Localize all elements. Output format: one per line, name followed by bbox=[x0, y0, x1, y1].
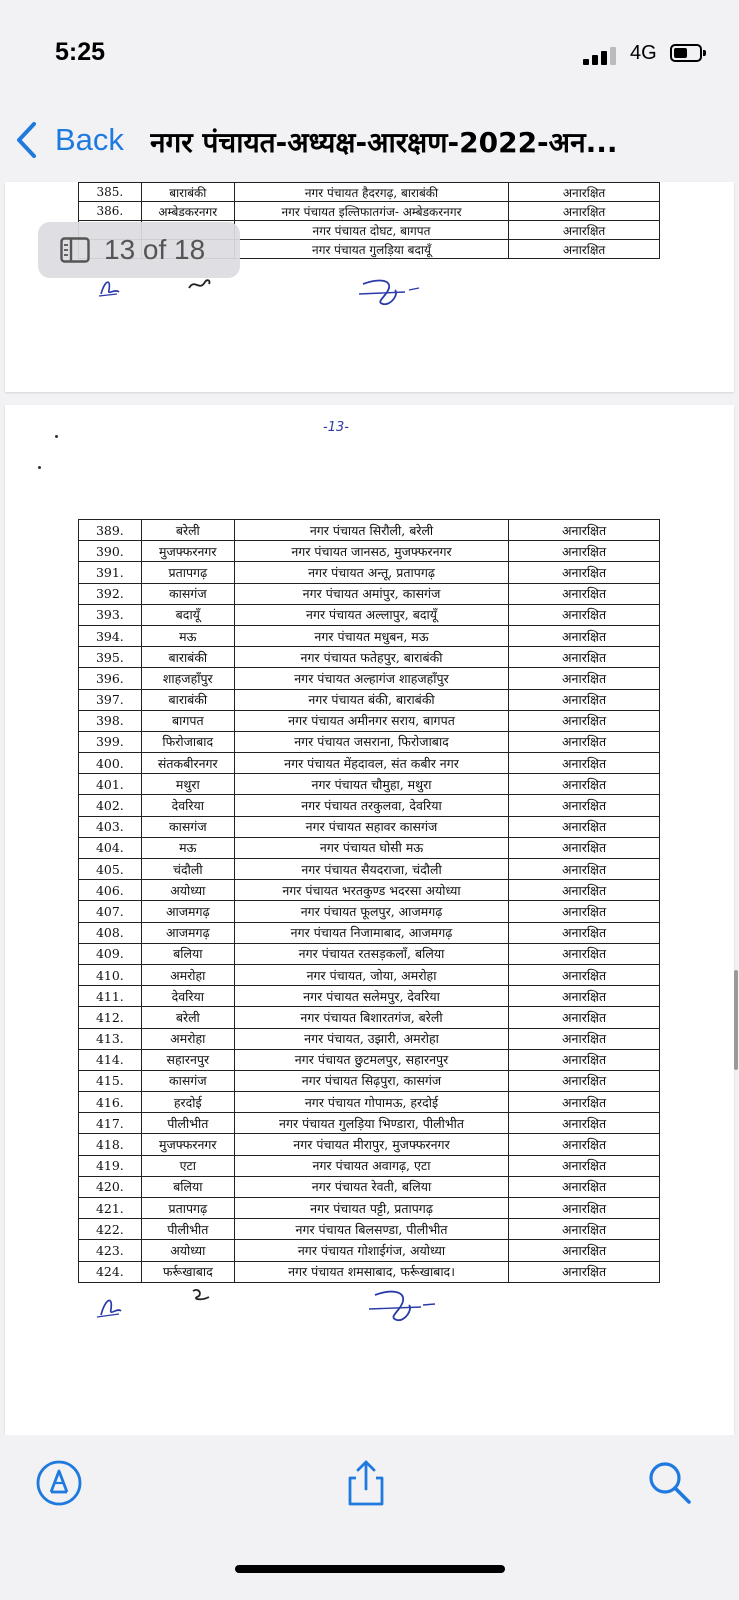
home-indicator[interactable] bbox=[235, 1565, 505, 1573]
row-district: कासगंज bbox=[141, 816, 234, 837]
row-nagar-panchayat: नगर पंचायत पट्टी, प्रतापगढ़ bbox=[234, 1198, 508, 1219]
row-number: 393. bbox=[79, 604, 142, 625]
row-number: 402. bbox=[79, 795, 142, 816]
row-nagar-panchayat: नगर पंचायत सैयदराजा, चंदौली bbox=[234, 859, 508, 880]
row-number: 400. bbox=[79, 753, 142, 774]
row-district: बलिया bbox=[141, 943, 234, 964]
row-number: 422. bbox=[79, 1219, 142, 1240]
row-status: अनारक्षित bbox=[509, 1261, 660, 1282]
table-row bbox=[79, 1134, 660, 1155]
row-number: 405. bbox=[79, 859, 142, 880]
status-bar bbox=[0, 0, 739, 100]
row-district: मथुरा bbox=[141, 774, 234, 795]
table-row bbox=[79, 1198, 660, 1219]
row-number: 418. bbox=[79, 1134, 142, 1155]
share-button[interactable] bbox=[340, 1457, 392, 1509]
row-status: अनारक्षित bbox=[509, 964, 660, 985]
table-row bbox=[79, 859, 660, 880]
table-row bbox=[79, 1176, 660, 1197]
table-row bbox=[79, 1261, 660, 1282]
table-row bbox=[79, 943, 660, 964]
table-row bbox=[79, 1113, 660, 1134]
row-number: 424. bbox=[79, 1261, 142, 1282]
row-nagar-panchayat: नगर पंचायत गोशाईगंज, अयोध्या bbox=[234, 1240, 508, 1261]
row-district: अमरोहा bbox=[141, 964, 234, 985]
back-label: Back bbox=[55, 122, 124, 157]
navigation-bar bbox=[0, 105, 739, 180]
row-nagar-panchayat: नगर पंचायत, उझारी, अमरोहा bbox=[234, 1028, 508, 1049]
table-row bbox=[79, 625, 660, 646]
row-nagar-panchayat: नगर पंचायत सलेमपुर, देवरिया bbox=[234, 986, 508, 1007]
table-row bbox=[79, 964, 660, 985]
row-status: अनारक्षित bbox=[509, 647, 660, 668]
row-district: पीलीभीत bbox=[141, 1113, 234, 1134]
row-nagar-panchayat: नगर पंचायत बिशारतगंज, बरेली bbox=[234, 1007, 508, 1028]
row-district: मऊ bbox=[141, 625, 234, 646]
row-nagar-panchayat: नगर पंचायत तरकुलवा, देवरिया bbox=[234, 795, 508, 816]
row-status: अनारक्षित bbox=[509, 604, 660, 625]
row-status: अनारक्षित bbox=[509, 183, 660, 202]
row-nagar-panchayat: नगर पंचायत फतेहपुर, बाराबंकी bbox=[234, 647, 508, 668]
sidebar-icon bbox=[60, 237, 90, 263]
row-number: 409. bbox=[79, 943, 142, 964]
table-row bbox=[79, 647, 660, 668]
row-nagar-panchayat: नगर पंचायत इल्तिफातगंज- अम्बेडकरनगर bbox=[234, 202, 508, 221]
table-row bbox=[79, 604, 660, 625]
row-number: 401. bbox=[79, 774, 142, 795]
row-nagar-panchayat: नगर पंचायत रतसड़कलाँ, बलिया bbox=[234, 943, 508, 964]
back-button[interactable] bbox=[15, 115, 124, 165]
row-status: अनारक्षित bbox=[509, 1070, 660, 1091]
row-number: 413. bbox=[79, 1028, 142, 1049]
row-status: अनारक्षित bbox=[509, 520, 660, 541]
status-time: 5:25 bbox=[55, 38, 106, 66]
document-page-previous[interactable] bbox=[5, 182, 734, 392]
table-row bbox=[79, 795, 660, 816]
signature bbox=[187, 1285, 217, 1305]
row-number: 391. bbox=[79, 562, 142, 583]
row-number: 416. bbox=[79, 1092, 142, 1113]
row-status: अनारक्षित bbox=[509, 1134, 660, 1155]
row-status: अनारक्षित bbox=[509, 1240, 660, 1261]
row-nagar-panchayat: नगर पंचायत गुलड़िया बदायूँ bbox=[234, 240, 508, 259]
row-status: अनारक्षित bbox=[509, 1198, 660, 1219]
row-nagar-panchayat: नगर पंचायत घोसी मऊ bbox=[234, 837, 508, 858]
row-nagar-panchayat: नगर पंचायत अमीनगर सराय, बागपत bbox=[234, 710, 508, 731]
row-district: शाहजहाँपुर bbox=[141, 668, 234, 689]
row-nagar-panchayat: नगर पंचायत मधुबन, मऊ bbox=[234, 625, 508, 646]
table-row bbox=[79, 710, 660, 731]
row-number: 403. bbox=[79, 816, 142, 837]
table-row bbox=[79, 1219, 660, 1240]
row-district: मुजफ्फरनगर bbox=[141, 1134, 234, 1155]
row-status: अनारक्षित bbox=[509, 859, 660, 880]
row-number: 406. bbox=[79, 880, 142, 901]
row-status: अनारक्षित bbox=[509, 240, 660, 259]
row-district: बाराबंकी bbox=[141, 647, 234, 668]
row-district: पीलीभीत bbox=[141, 1219, 234, 1240]
row-number: 396. bbox=[79, 668, 142, 689]
search-icon bbox=[644, 1457, 696, 1509]
table-row bbox=[79, 1240, 660, 1261]
table-row bbox=[79, 541, 660, 562]
row-number: 392. bbox=[79, 583, 142, 604]
row-status: अनारक्षित bbox=[509, 668, 660, 689]
row-nagar-panchayat: नगर पंचायत रेवती, बलिया bbox=[234, 1176, 508, 1197]
row-district: चंदौली bbox=[141, 859, 234, 880]
row-district: अयोध्या bbox=[141, 880, 234, 901]
row-district: एटा bbox=[141, 1155, 234, 1176]
search-button[interactable] bbox=[644, 1457, 696, 1509]
row-nagar-panchayat: नगर पंचायत गुलड़िया भिण्डारा, पीलीभीत bbox=[234, 1113, 508, 1134]
table-row bbox=[79, 1049, 660, 1070]
table-row bbox=[79, 901, 660, 922]
row-district: आजमगढ़ bbox=[141, 922, 234, 943]
table-row bbox=[79, 922, 660, 943]
row-status: अनारक्षित bbox=[509, 710, 660, 731]
handwritten-page-number: -13- bbox=[323, 420, 349, 435]
row-district: हरदोई bbox=[141, 1092, 234, 1113]
row-number: 410. bbox=[79, 964, 142, 985]
row-number: 412. bbox=[79, 1007, 142, 1028]
row-number: 419. bbox=[79, 1155, 142, 1176]
network-type: 4G bbox=[630, 42, 657, 64]
share-icon bbox=[340, 1457, 392, 1509]
row-district: बरेली bbox=[141, 1007, 234, 1028]
markup-pen-icon bbox=[33, 1457, 85, 1509]
row-status: अनारक्षित bbox=[509, 1113, 660, 1134]
scroll-indicator[interactable] bbox=[734, 970, 738, 1070]
row-number: 385. bbox=[79, 183, 142, 202]
row-district: देवरिया bbox=[141, 986, 234, 1007]
row-number: 390. bbox=[79, 541, 142, 562]
row-nagar-panchayat: नगर पंचायत हैदरगढ़, बाराबंकी bbox=[234, 183, 508, 202]
table-row bbox=[79, 1007, 660, 1028]
signature bbox=[365, 1285, 441, 1325]
signature bbox=[355, 274, 425, 308]
row-district: बरेली bbox=[141, 520, 234, 541]
row-district: फर्रूखाबाद bbox=[141, 1261, 234, 1282]
document-page-current[interactable] bbox=[5, 405, 734, 1435]
row-number: 398. bbox=[79, 710, 142, 731]
row-status: अनारक्षित bbox=[509, 774, 660, 795]
scan-speck bbox=[55, 435, 58, 438]
table-row bbox=[79, 880, 660, 901]
row-district: मुजफ्फरनगर bbox=[141, 541, 234, 562]
table-row bbox=[79, 837, 660, 858]
row-district: कासगंज bbox=[141, 583, 234, 604]
row-district: बाराबंकी bbox=[141, 183, 234, 202]
row-status: अनारक्षित bbox=[509, 753, 660, 774]
row-number: 421. bbox=[79, 1198, 142, 1219]
row-nagar-panchayat: नगर पंचायत अन्तू, प्रतापगढ़ bbox=[234, 562, 508, 583]
row-nagar-panchayat: नगर पंचायत जसराना, फिरोजाबाद bbox=[234, 731, 508, 752]
row-nagar-panchayat: नगर पंचायत फूलपुर, आजमगढ़ bbox=[234, 901, 508, 922]
row-nagar-panchayat: नगर पंचायत दोघट, बागपत bbox=[234, 221, 508, 240]
row-district: कासगंज bbox=[141, 1070, 234, 1091]
table-row bbox=[79, 1155, 660, 1176]
row-nagar-panchayat: नगर पंचायत अवागढ़, एटा bbox=[234, 1155, 508, 1176]
row-status: अनारक्षित bbox=[509, 562, 660, 583]
page-indicator[interactable] bbox=[38, 222, 240, 278]
row-number: 394. bbox=[79, 625, 142, 646]
row-status: अनारक्षित bbox=[509, 1049, 660, 1070]
row-status: अनारक्षित bbox=[509, 901, 660, 922]
battery-icon bbox=[670, 44, 702, 62]
row-district: प्रतापगढ़ bbox=[141, 562, 234, 583]
row-district: बदायूँ bbox=[141, 604, 234, 625]
document-title: नगर पंचायत-अध्यक्ष-आरक्षण-2022-अन... bbox=[150, 126, 618, 159]
row-nagar-panchayat: नगर पंचायत बिलसण्डा, पीलीभीत bbox=[234, 1219, 508, 1240]
row-number: 415. bbox=[79, 1070, 142, 1091]
table-row bbox=[79, 774, 660, 795]
row-status: अनारक्षित bbox=[509, 583, 660, 604]
row-status: अनारक्षित bbox=[509, 880, 660, 901]
row-nagar-panchayat: नगर पंचायत छुटमलपुर, सहारनपुर bbox=[234, 1049, 508, 1070]
row-number: 411. bbox=[79, 986, 142, 1007]
cellular-signal-icon bbox=[583, 45, 619, 65]
markup-button[interactable] bbox=[33, 1457, 85, 1509]
row-number: 404. bbox=[79, 837, 142, 858]
row-status: अनारक्षित bbox=[509, 689, 660, 710]
row-status: अनारक्षित bbox=[509, 1155, 660, 1176]
row-nagar-panchayat: नगर पंचायत जानसठ, मुजफ्फरनगर bbox=[234, 541, 508, 562]
scan-speck bbox=[38, 466, 41, 469]
table-row bbox=[79, 1070, 660, 1091]
row-status: अनारक्षित bbox=[509, 943, 660, 964]
table-row bbox=[79, 562, 660, 583]
row-nagar-panchayat: नगर पंचायत चौमुहा, मथुरा bbox=[234, 774, 508, 795]
bottom-toolbar bbox=[0, 1435, 739, 1600]
table-row bbox=[79, 986, 660, 1007]
row-district: अम्बेडकरनगर bbox=[141, 202, 234, 221]
table-row bbox=[79, 668, 660, 689]
row-status: अनारक्षित bbox=[509, 795, 660, 816]
row-status: अनारक्षित bbox=[509, 731, 660, 752]
row-number: 397. bbox=[79, 689, 142, 710]
row-status: अनारक्षित bbox=[509, 986, 660, 1007]
row-number: 399. bbox=[79, 731, 142, 752]
row-nagar-panchayat: नगर पंचायत बंकी, बाराबंकी bbox=[234, 689, 508, 710]
row-number: 423. bbox=[79, 1240, 142, 1261]
row-status: अनारक्षित bbox=[509, 1028, 660, 1049]
reservation-table bbox=[78, 519, 660, 1283]
row-status: अनारक्षित bbox=[509, 221, 660, 240]
row-number: 389. bbox=[79, 520, 142, 541]
row-status: अनारक्षित bbox=[509, 625, 660, 646]
table-row bbox=[79, 1028, 660, 1049]
row-nagar-panchayat: नगर पंचायत सिरौली, बरेली bbox=[234, 520, 508, 541]
row-nagar-panchayat: नगर पंचायत सहावर कासगंज bbox=[234, 816, 508, 837]
row-nagar-panchayat: नगर पंचायत भरतकुण्ड भदरसा अयोध्या bbox=[234, 880, 508, 901]
row-nagar-panchayat: नगर पंचायत निजामाबाद, आजमगढ़ bbox=[234, 922, 508, 943]
row-district: बलिया bbox=[141, 1176, 234, 1197]
row-nagar-panchayat: नगर पंचायत सिढ़पुरा, कासगंज bbox=[234, 1070, 508, 1091]
row-number: 414. bbox=[79, 1049, 142, 1070]
row-district: सहारनपुर bbox=[141, 1049, 234, 1070]
row-nagar-panchayat: नगर पंचायत मीरापुर, मुजफ्फरनगर bbox=[234, 1134, 508, 1155]
row-nagar-panchayat: नगर पंचायत अमांपुर, कासगंज bbox=[234, 583, 508, 604]
row-district: आजमगढ़ bbox=[141, 901, 234, 922]
row-district: बाराबंकी bbox=[141, 689, 234, 710]
row-district: अमरोहा bbox=[141, 1028, 234, 1049]
row-status: अनारक्षित bbox=[509, 837, 660, 858]
row-status: अनारक्षित bbox=[509, 1007, 660, 1028]
row-number: 395. bbox=[79, 647, 142, 668]
row-number: 408. bbox=[79, 922, 142, 943]
row-status: अनारक्षित bbox=[509, 202, 660, 221]
row-status: अनारक्षित bbox=[509, 922, 660, 943]
row-number: 386. bbox=[79, 202, 142, 221]
row-status: अनारक्षित bbox=[509, 1176, 660, 1197]
row-district: फिरोजाबाद bbox=[141, 731, 234, 752]
table-row bbox=[79, 731, 660, 752]
row-district: देवरिया bbox=[141, 795, 234, 816]
chevron-left-icon bbox=[15, 121, 37, 159]
row-status: अनारक्षित bbox=[509, 1092, 660, 1113]
table-row bbox=[79, 753, 660, 774]
row-nagar-panchayat: नगर पंचायत मेंहदावल, संत कबीर नगर bbox=[234, 753, 508, 774]
table-row bbox=[79, 583, 660, 604]
row-number: 417. bbox=[79, 1113, 142, 1134]
row-district: बागपत bbox=[141, 710, 234, 731]
table-row bbox=[79, 1092, 660, 1113]
row-district: संतकबीरनगर bbox=[141, 753, 234, 774]
table-row bbox=[79, 183, 660, 202]
table-row bbox=[79, 202, 660, 221]
row-nagar-panchayat: नगर पंचायत शमसाबाद, फर्रूखाबाद। bbox=[234, 1261, 508, 1282]
row-nagar-panchayat: नगर पंचायत अल्लापुर, बदायूँ bbox=[234, 604, 508, 625]
row-nagar-panchayat: नगर पंचायत गोपामऊ, हरदोई bbox=[234, 1092, 508, 1113]
page-indicator-label: 13 of 18 bbox=[104, 234, 206, 265]
signature bbox=[93, 1291, 127, 1321]
row-number: 420. bbox=[79, 1176, 142, 1197]
row-status: अनारक्षित bbox=[509, 816, 660, 837]
row-nagar-panchayat: नगर पंचायत अल्हागंज शाहजहाँपुर bbox=[234, 668, 508, 689]
row-status: अनारक्षित bbox=[509, 1219, 660, 1240]
row-status: अनारक्षित bbox=[509, 541, 660, 562]
row-district: अयोध्या bbox=[141, 1240, 234, 1261]
row-nagar-panchayat: नगर पंचायत, जोया, अमरोहा bbox=[234, 964, 508, 985]
row-district: प्रतापगढ़ bbox=[141, 1198, 234, 1219]
table-row bbox=[79, 816, 660, 837]
table-row bbox=[79, 520, 660, 541]
table-row bbox=[79, 689, 660, 710]
row-number: 407. bbox=[79, 901, 142, 922]
row-district: मऊ bbox=[141, 837, 234, 858]
